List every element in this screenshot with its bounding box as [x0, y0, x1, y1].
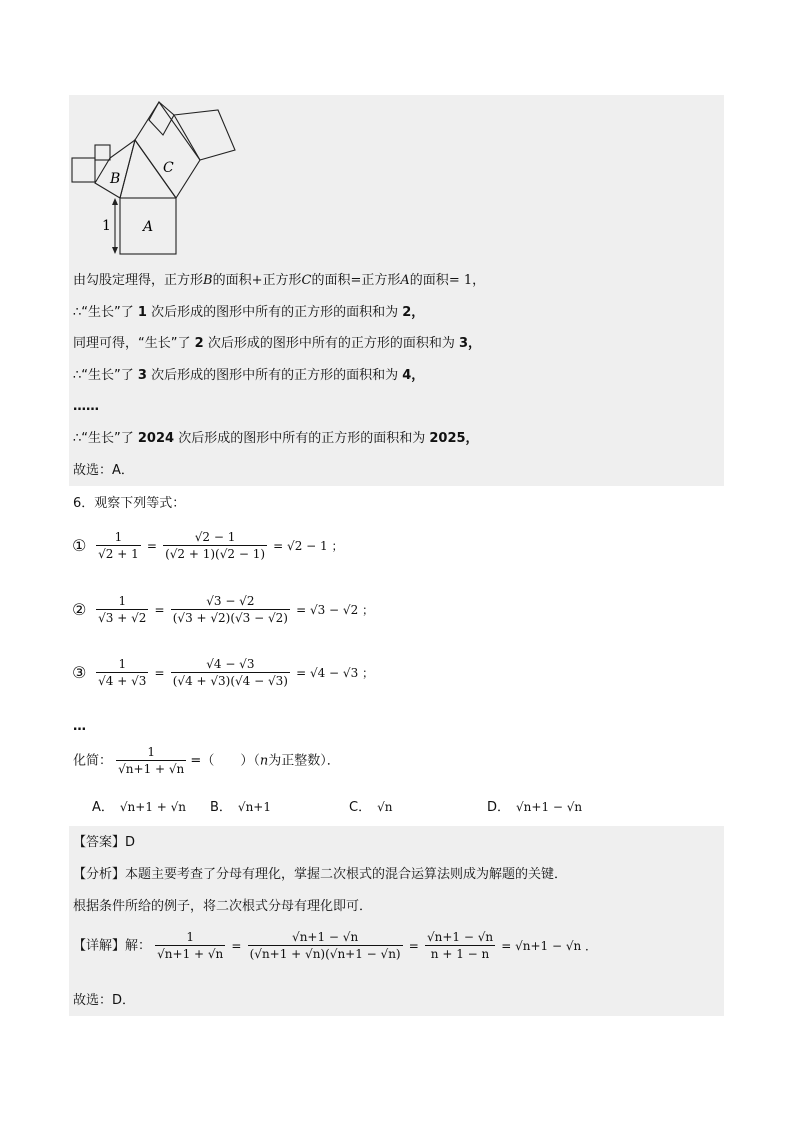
- detail-6: 【详解】解： $\frac{1}{√n+1 + √n}$ = $\frac{√n+1 - √n}{(√n+1 + √n)(√n+1 - √n)}$ = $\frac{√n+1 - √n}{n + 1 - n}$ = √n+1 − √n ．: [73, 930, 598, 961]
- solution-choice-5: 故选：A．: [73, 463, 134, 478]
- square-c-real: [135, 102, 200, 198]
- solution-choice-6: 故选：D．: [73, 993, 136, 1008]
- solution-line-2: ∴“生长”了 1 次后形成的图形中所有的正方形的面积和为 2，: [73, 305, 425, 320]
- solution-block-6: [69, 826, 724, 1016]
- equation-1: ① $\frac{1}{√2 + 1}$ = $\frac{√2 - 1}{(√2 + 1)(√2 - 1)}$ = √2 − 1 ；: [72, 530, 344, 561]
- simplify-line: 化简： $\frac{1}{√n+1 + √n}$ =（ ）（n为正整数）．: [73, 745, 340, 776]
- option-d[interactable]: D． √n+1 − √n: [487, 800, 583, 815]
- analysis-6-line-2: 根据条件所给的例子，将二次根式分母有理化即可．: [73, 899, 373, 914]
- pythagoras-tree-figure: [70, 100, 240, 260]
- label-length: 1: [102, 218, 111, 234]
- label-b: B: [110, 171, 121, 187]
- label-a: A: [143, 219, 154, 235]
- option-a[interactable]: A． √n+1 + √n: [92, 800, 187, 815]
- equation-2: ② $\frac{1}{√3 + √2}$ = $\frac{√3 - √2}{(√3 + √2)(√3 - √2)}$ = √3 − √2 ；: [72, 594, 375, 625]
- answer-6: 【答案】D: [73, 835, 136, 850]
- label-c: C: [163, 160, 174, 176]
- small-square-4: [174, 110, 235, 160]
- small-square-1: [72, 158, 95, 182]
- equation-3: ③ $\frac{1}{√4 + √3}$ = $\frac{√4 - √3}{(√4 + √3)(√4 - √3)}$ = √4 − √3 ；: [72, 657, 375, 688]
- solution-ellipsis: ……: [73, 399, 99, 414]
- solution-line-3: 同理可得，“生长”了 2 次后形成的图形中所有的正方形的面积和为 3，: [73, 336, 482, 351]
- analysis-6: 【分析】本题主要考查了分母有理化，掌握二次根式的混合运算法则成为解题的关键．: [73, 867, 568, 882]
- solution-line-4: ∴“生长”了 3 次后形成的图形中所有的正方形的面积和为 4，: [73, 368, 425, 383]
- equation-dots: …: [73, 719, 86, 734]
- solution-line-1: 由勾股定理得，正方形B的面积+正方形C的面积=正方形A的面积= 1，: [73, 273, 486, 288]
- question-6-title: 6．观察下列等式：: [73, 496, 186, 511]
- option-c[interactable]: C． √n: [349, 800, 393, 815]
- small-square-2: [95, 145, 110, 160]
- square-b: [95, 140, 135, 198]
- option-b[interactable]: B． √n+1: [210, 800, 271, 815]
- solution-line-6: ∴“生长”了 2024 次后形成的图形中所有的正方形的面积和为 2025，: [73, 431, 479, 446]
